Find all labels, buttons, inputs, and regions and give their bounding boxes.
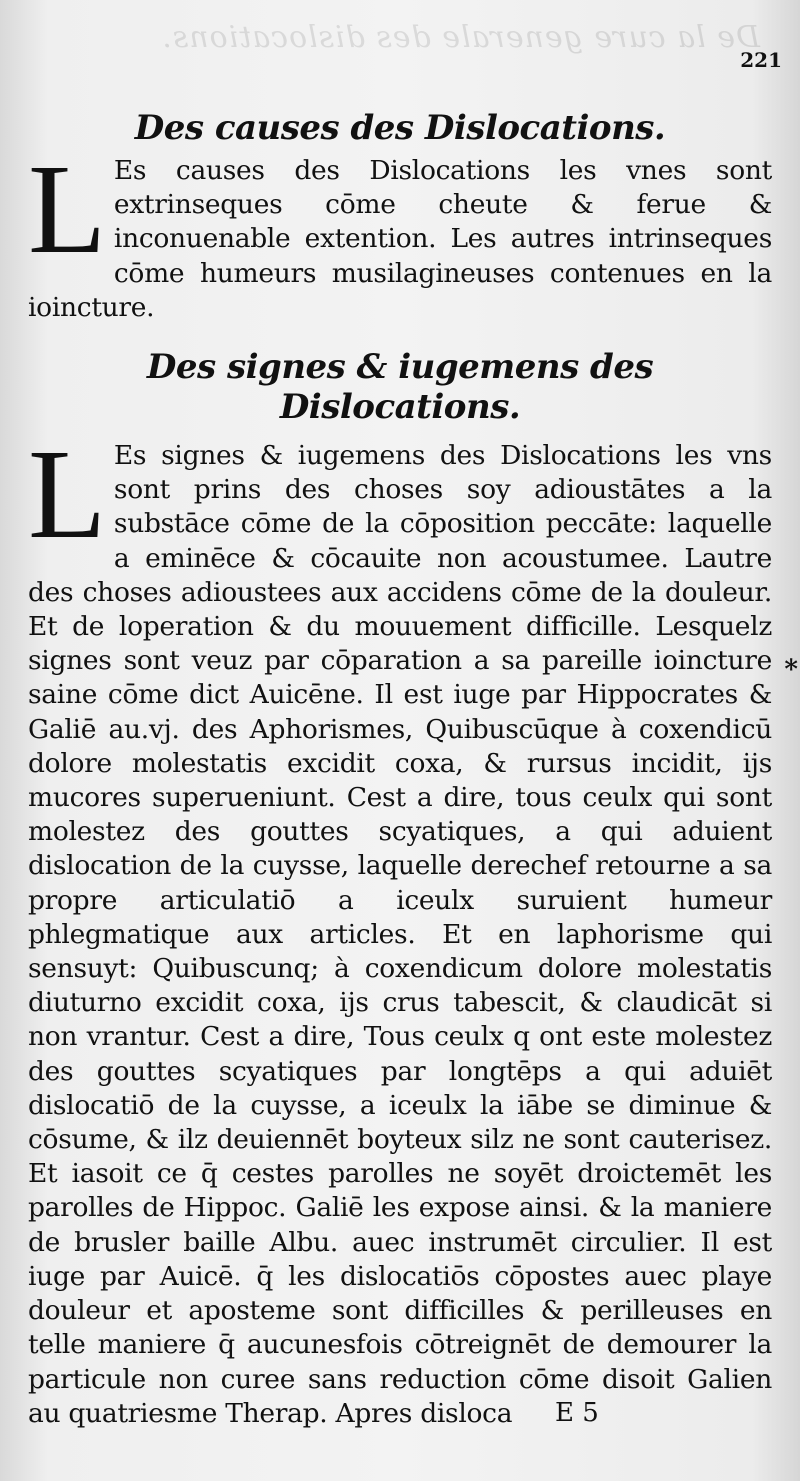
page-number: 221	[740, 48, 782, 72]
heading-signes: Des signes & iugemens des Dislocations.	[146, 347, 654, 428]
margin-mark: *	[784, 655, 798, 685]
paragraph-signes-text: Es signes & iugemens des Dislocations les vns sont prins des choses soy adioustātes a la substāce cōme de la cōposition peccāte: laquelle a eminēce & cōcauite non acoustumee. Lautre des choses adioustees aux accidens cōme de la douleur. Et de loperation & du mouuement difficille. Lesquelz signes sont veuz par cōparation a sa pareille ioincture saine cōme dict Auicēne. Il est iuge par Hippocrates & Galiē au.vj. des Aphorismes, Quibuscūque à coxendicū dolore molestatis excidit coxa, & rursus incidit, ijs mucores superueniunt. Cest a dire, tous ceulx qui sont molestez des gouttes scyatiques, a qui aduient dislocation de la cuysse, laquelle derechef retourne a sa propre articulatiō a iceulx suruient humeur phlegmatique aux articles. Et en laphorisme qui sensuyt: Quibuscunq; à coxendicum dolore molestatis diuturno excidit coxa, ijs crus tabescit, & claudicāt si non vrantur. Cest a dire, Tous ceulx q ont este molestez des gouttes scyatiques par longtēps a qui aduiēt dislocatiō de la cuysse, a iceulx la iābe se diminue & cōsume, & ilz deuiennēt boyteux silz ne sont cauterisez. Et iasoit ce q̄ cestes parolles ne soyēt droictemēt les parolles de Hippoc. Galiē les expose ainsi. & la maniere de brusler baille Albu. auec instrumēt circulier. Il est iuge par Auicē. q̄ les dislocatiōs cōpostes auec playe douleur et aposteme sont difficilles & perilleuses en telle maniere q̄ aucunesfois cōtreignēt de demourer la particule non curee sans reduction cōme disoit Galien au quatriesme Therap. Apres disloca	[28, 440, 772, 1429]
heading-causes: Des causes des Dislocations.	[134, 108, 666, 148]
paragraph-signes	[28, 423, 772, 1431]
paragraph-causes	[28, 138, 772, 325]
bleed-through-text: De la cure generale des dislocations.	[161, 20, 760, 55]
paragraph-causes-text: Es causes des Dislocations les vnes sont extrinseques cōme cheute & ferue & inconuenable extention. Les autres intrinseques cōme humeurs musilagineuses contenues en la ioincture.	[28, 155, 772, 323]
dropcap-causes: L	[28, 138, 106, 280]
signature-mark: E 5	[555, 1398, 599, 1428]
text-block	[28, 108, 772, 1431]
dropcap-signes: L	[28, 423, 106, 566]
